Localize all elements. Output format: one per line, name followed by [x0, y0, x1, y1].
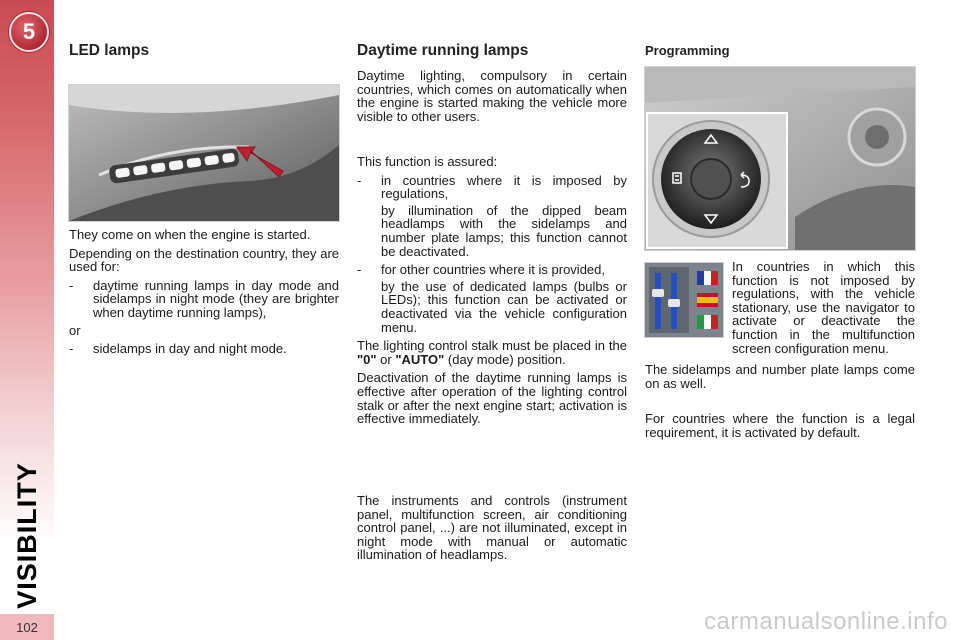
programming-instructions-full — [645, 260, 915, 355]
programming-sidelamps: The sidelamps and number plate lamps come on as well. — [645, 362, 915, 391]
drl-text-3 — [357, 494, 627, 567]
programming-text-flow — [645, 260, 915, 445]
led-usage: Depending on the destination country, they are used for: — [69, 245, 339, 275]
programming-heading: Programming — [645, 43, 730, 58]
drl-intro: Daytime lighting, compulsory in certain countries, which comes on automatically when the engine is started making the vehicle more visible to other users. — [357, 68, 627, 124]
led-or: or — [69, 322, 81, 338]
page-number: 102 — [0, 614, 54, 640]
list-item: - sidelamps in day and night mode. — [69, 342, 339, 356]
list-item: - daytime running lamps in day mode and sidelamps in night mode (they are brighter when daytime running lamps), — [69, 277, 339, 320]
chapter-title-text: VISIBILITY — [11, 461, 42, 609]
drl-item-1: in countries where it is imposed by regulations, — [381, 172, 627, 202]
led-item-2: sidelamps in day and night mode. — [93, 341, 287, 357]
drl-item-1-sub: by illumination of the dipped beam headlamps with the sidelamps and number plate lamps; this function cannot be deactivated. — [381, 202, 627, 259]
drl-item-2: for other countries where it is provided, — [381, 262, 605, 278]
led-lamp-photo — [68, 84, 340, 222]
chapter-badge: 5 — [9, 12, 49, 52]
programming-section — [645, 44, 915, 58]
drl-deactivation: Deactivation of the daytime running lamps is effective after operation of the lighting control stalk or after the next engine start; activation is effective immediately. — [357, 370, 627, 427]
dashboard-photo — [644, 66, 916, 251]
programming-p1: In countries in which this function is not imposed by regulations, with the vehicle stationary, use the navigator to activate or deactivate the function in the multifunction screen configuration menu. — [732, 259, 915, 356]
led-item-1: daytime running lamps in day mode and sidelamps in night mode (they are brighter when daytime running lamps), — [93, 277, 339, 320]
drl-assured: This function is assured: — [357, 154, 498, 169]
led-section-text — [69, 228, 339, 359]
list-item: - in countries where it is imposed by regulations, — [357, 172, 627, 202]
led-section-heading-wrap — [69, 44, 339, 58]
led-intro: They come on when the engine is started. — [69, 227, 311, 242]
drl-stalk-position: The lighting control stalk must be placed in the "0" or "AUTO" (day mode) position. — [357, 338, 627, 367]
drl-text-2 — [357, 155, 627, 431]
drl-item-2-sub: by the use of dedicated lamps (bulbs or LEDs); this function can be activated or deactivated via the vehicle configuration menu. — [381, 278, 627, 335]
list-item: - for other countries where it is provided, — [357, 263, 627, 277]
led-heading: LED lamps — [69, 42, 150, 59]
drl-instruments-note: The instruments and controls (instrument panel, multifunction screen, air conditioning control panel, ...) are not illuminated, except in night mode with manual or automatic illumination of headlamps. — [357, 493, 627, 563]
watermark: carmanualsonline.info — [704, 608, 948, 635]
drl-section — [357, 44, 627, 58]
programming-default: For countries where the function is a legal requirement, it is activated by default. — [645, 411, 915, 440]
chapter-title — [3, 461, 51, 609]
drl-heading: Daytime running lamps — [357, 42, 529, 59]
drl-text-1 — [357, 69, 627, 128]
